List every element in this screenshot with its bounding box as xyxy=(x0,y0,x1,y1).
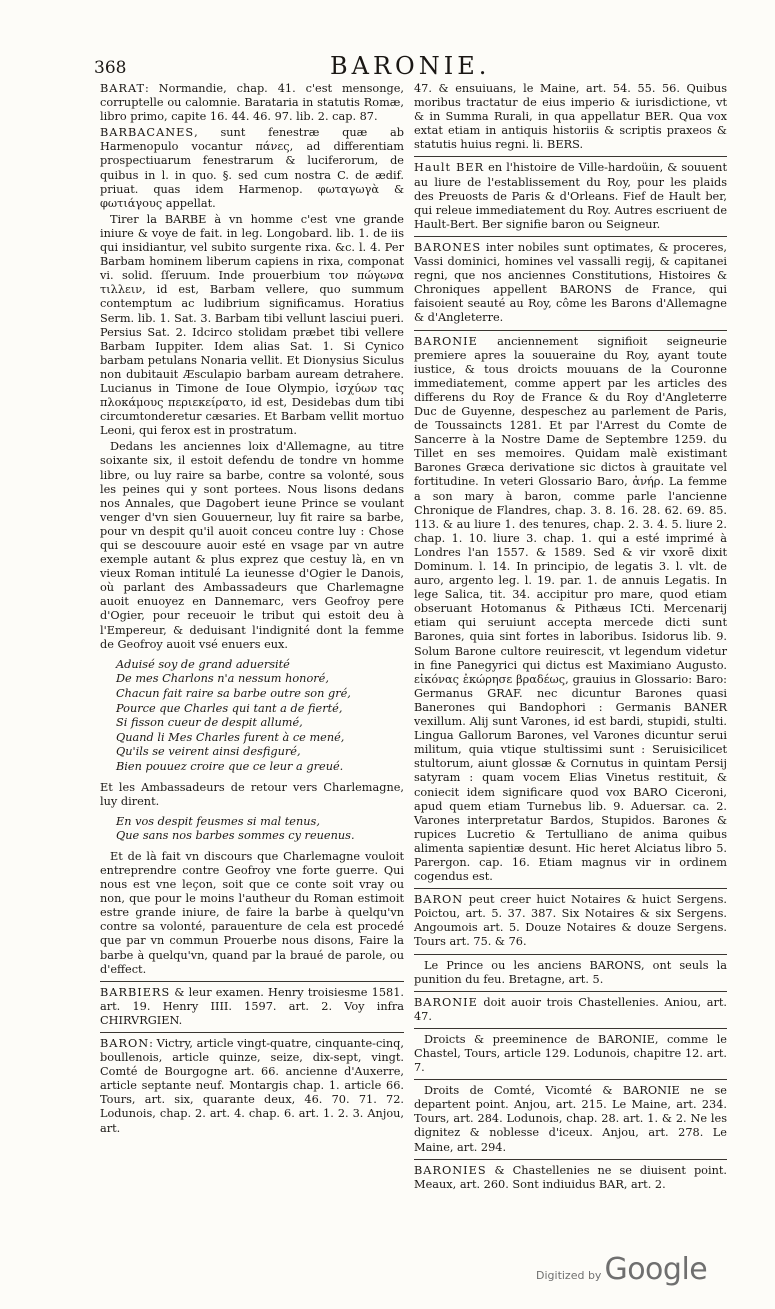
divider xyxy=(414,954,727,955)
entry-barbe xyxy=(100,213,404,439)
entry-barbacanes xyxy=(100,126,404,211)
entry-text: inter nobiles sunt optimates, & proceres, Vassi dominici, homines vel vassalli regij, & capitanei regni, que nos anciennes Constitutions, Histoires & Chroniques appellent BARONS de France, qui faisoient seauté au Roy, côme les Barons d'Allemagne & d'Angleterre. xyxy=(414,240,727,325)
verse-line: De mes Charlons n'a nessum honoré, xyxy=(116,672,329,686)
verse-line: Que sans nos barbes sommes cy reuenus. xyxy=(116,829,355,843)
entry-prince xyxy=(414,959,727,987)
entry-droicts xyxy=(414,1033,727,1075)
divider xyxy=(414,1159,727,1160)
entry-text: Et de là fait vn discours que Charlemagne vouloit entreprendre contre Geofroy vne forte guerre. Qui nous est vne leçon, soit que ce conte soit vray ou non, que pour le moins l'autheur du Roman estimoit estre grande iniure, de faire la barbe à quelqu'vn contre sa volonté, parauenture de cela est procedé que par vn commun Prouerbe nous disons, Faire la barbe à quelqu'vn, quand par la braué de parole, ou d'effect. xyxy=(100,849,404,976)
entry-head: BARONIE xyxy=(414,995,478,1009)
divider xyxy=(414,1079,727,1080)
verse-block xyxy=(116,658,404,775)
google-logo: Google xyxy=(604,1252,708,1287)
entry-baron xyxy=(100,1037,404,1136)
page-number: 368 xyxy=(94,58,127,78)
entry-head: BARBACANES xyxy=(100,126,195,140)
paragraph-discours xyxy=(100,850,404,977)
entry-text: anciennement signifioit seigneurie premiere apres la souueraine du Roy, ayant toute iustice, & tous droicts mouuans de la Couronne immediatement, comme appert par les articles des differens du Roy de France & du Roy d'Angleterre Duc de Guyenne, despeschez au parlement de Paris, de Toussaincts 1281. Et par l'Arrest du Comte de Sancerre à la Nostre Dame de Septembre 1259. du Tillet en ses memoires. Quidam malè existimant Barones Græca derivatione sic dictos à grauitate vel fortitudine. In veteri Glossario Baro, ἀνήρ. La femme a son mary à baron, comme parle l'ancienne Chronique de Flandres, chap. 3. 8. 16. 28. 62. 69. 85. 113. & au liure 1. des tenures, chap. 2. 3. 4. 5. liure 2. chap. 1. 10. liure 3. chap. 1. qui a esté imprimé à Londres l'an 1557. & 1589. Sed & vir vxorē dixit Dominum. l. 14. In principio, de legatis 3. l. vlt. de auro, argento leg. l. 19. par. 1. de annuis Legatis. In lege Salica, tit. 34. accipitur pro mare, quod etiam obseruant Hotomanus & Pithæus ICti. Mercenarij etiam qui seruiunt accepta mercede dicti sunt Barones, quia sint fortes in laboribus. Isidorus lib. 9. Solum Barone cultore reuirescit, vt legendum videtur in fine Panegyrici qui dictus est Maximiano Augusto. εἰκόνας ἐκώρησε βραδέως, grauius in Glossario: Baro: Germanus GRAF. nec dicuntur Barones quasi Banerones qui Bandophori : Germanis BANER vexillum. Alij sunt Varones, id est bardi, stupidi, stulti. Lingua Gallorum Barones, vel Varones dicuntur serui militum, quia vtique stultissimi sunt : Seruisicilicet stultorum, aiunt glossæ & Cornutus in quintam Persij satyram : quam vocem Elias Vinetus restituit, & coniecit idem significare quod vox BARO Ciceroni, apud quem etiam Turnebus lib. 9. Aduersar. ca. 2. Varones interpretatur Bardos, Stupidos. Barones & rupices Lucretio & Tertulliano de anima quibus alimenta sapientiæ desunt. Hic heret Alciatus libro 5. Parergon. cap. 16. Etiam magnus vir in ordinem cogendus est. xyxy=(414,334,727,884)
verse-line: Aduisé soy de grand aduersité xyxy=(116,657,290,671)
entry-hault-ber xyxy=(414,161,727,231)
divider xyxy=(414,1028,727,1029)
divider xyxy=(414,156,727,157)
verse-block-two xyxy=(116,815,404,844)
verse-line: Quand li Mes Charles furent à ce mené, xyxy=(116,730,345,744)
entry-baronie-chastellenies xyxy=(414,996,727,1024)
entry-baron-notaires xyxy=(414,893,727,949)
right-column xyxy=(414,82,727,1194)
entry-barones xyxy=(414,241,727,326)
entry-text: Dedans les anciennes loix d'Allemagne, au titre soixante six, il estoit defendu de tondre vn homme libre, ou luy raire sa barbe, contre sa volonté, sous les peines qui y sont portees. Nous lisons dedans nos Annales, que Dagobert ieune Prince se voulant venger d'vn sien Gouuerneur, luy fit raire sa barbe, pour vn despit qu'il auoit conceu contre luy : Chose qui se descouure auoir esté en vsage par vn autre exemple autant & plus exprez que cestuy là, en vn vieux Roman intitulé La ieunesse d'Ogier le Danois, où parlant des Ambassadeurs que Charlemagne auoit enuoyez en Dannemarc, vers Geofroy pere d'Ogier, pour receuoir le tribut qui estoit deu à l'Empereur, & deduisant l'indignité dont la femme de Geofroy auoit vsé enuers eux. xyxy=(100,440,404,651)
entry-text: peut creer huict Notaires & huict Sergens. Poictou, art. 5. 37. 387. Six Notaires & six Sergens. Angoumois art. 5. Douze Notaires & douze Sergens. Tours art. 75. & 76. xyxy=(414,893,727,949)
entry-head: BARON xyxy=(100,1037,150,1050)
entry-text: Le Prince ou les anciens BARONS, ont seuls la punition du feu. Bretagne, art. 5. xyxy=(414,958,727,986)
entry-text: en l'histoire de Ville-hardoüin, & souuent au liure de l'establissement du Roy, pour les plaids des Preuosts de Paris & d'Orleans. Fief de Hault ber, qui releue immediatement du Roy. Autres escriuent de Hault-Bert. Ber signifie baron ou Seigneur. xyxy=(414,161,728,231)
entry-text: : Victry, article vingt-quatre, cinquante-cinq, boullenois, article quinze, seize, dix-sept, vingt. Comté de Bourgogne art. 66. ancienne d'Auxerre, article septante neuf. Montargis chap. 1. article 66. Tours, art. six, quarante deux, 46. 70. 71. 72. Lodunois, chap. 2. art. 4. chap. 6. art. 1. 2. 3. Anjou, art. xyxy=(100,1037,404,1135)
verse-line: Pource que Charles qui tant a de fierté, xyxy=(116,701,343,715)
entry-text: Droicts & preeminence de BARONIE, comme le Chastel, Tours, article 129. Lodunois, chapitre 12. art. 7. xyxy=(414,1032,727,1075)
divider xyxy=(414,991,727,992)
entry-text: & Chastellenies ne se diuisent point. Meaux, art. 260. Sont indiuidus BAR, art. 2. xyxy=(414,1163,727,1191)
paragraph-allemagne xyxy=(100,440,404,651)
entry-head: Hault BER xyxy=(414,161,485,175)
watermark-prefix: Digitized by xyxy=(536,1269,602,1282)
verse-line: Qu'ils se veirent ainsi desfiguré, xyxy=(116,745,301,759)
entry-baronie xyxy=(414,335,727,885)
divider xyxy=(100,1032,404,1033)
verse-line: Bien pouuez croire que ce leur a greué. xyxy=(116,759,344,773)
entry-text: 47. & ensuiuans, le Maine, art. 54. 55. 56. Quibus moribus tractatur de eius imperio & iurisdictione, vt & in Summa Rurali, in qua appellatur BER. Qua vox extat etiam in antiquis historiis & scriptis praxeos & statutis huius regni. li. BERS. xyxy=(414,82,727,152)
entry-text: , sunt fenestræ quæ ab Harmenopulo vocantur πάνες, ad differentiam prospectiuarum fenestrarum & luciferorum, de quibus in l. in quo. §. sed cum nostra C. de ædif. priuat. quas idem Harmenop. φωταγωγὰ & φωτιάγους appellat. xyxy=(100,126,404,210)
entry-head: BARONIE xyxy=(414,334,478,348)
entry-text: Tirer la BARBE à vn homme c'est vne grande iniure & voye de fait. in leg. Longobard. lib. 1. de iis qui insidiantur, vel subito surgente rixa. &c. l. 4. Per Barbam hominem liberum capiens in rixa, componat vi. solid. ſſeruum. Inde prouerbium τον πώγωνα τιλλειν, id est, Barbam vellere, quo summum contemptum ac ludibrium significamus. Horatius Serm. lib. 1. Sat. 3. Barbam tibi vellunt lasciui pueri. Persius Sat. 2. Idcirco stolidam præbet tibi vellere Barbam Iuppiter. Idem alias Sat. 1. Si Cynico barbam petulans Nonaria vellit. Et Dionysius Siculus non dubitauit Æsculapio barbam auream detrahere. Lucianus in Timone de Ioue Olympio, ἰσχύων τας πλοκάμους περιεκείρατο, id est, Desidebas dum tibi circumtonderetur cæsaries. Et Barbam vellit mortuo Leoni, qui ferox est in prostratum. xyxy=(100,212,404,438)
entry-droits-comte xyxy=(414,1084,727,1154)
divider xyxy=(414,236,727,237)
paragraph-ambassadeurs: Et les Ambassadeurs de retour vers Charlemagne, luy dirent. xyxy=(100,780,404,808)
entry-head: BARONIES xyxy=(414,1163,487,1177)
entry-head: BARONES xyxy=(414,240,482,254)
left-column xyxy=(100,82,404,1138)
entry-text: Droits de Comté, Vicomté & BARONIE ne se departent point. Anjou, art. 215. Le Maine, art. 234. Tours, art. 284. Lodunois, chap. 28. art. 1. & 2. Ne les dignitez & noblesse d'iceux. Anjou, art. 278. Le Maine, art. 294. xyxy=(414,1084,727,1154)
digitized-by-google-watermark xyxy=(536,1252,707,1287)
entry-text: & leur examen. Henry troisiesme 1581. art. 19. Henry IIII. 1597. art. 2. Voy infra CHIRVRGIEN. xyxy=(100,985,404,1027)
divider xyxy=(414,330,727,331)
entry-text: doit auoir trois Chastellenies. Aniou, art. 47. xyxy=(414,995,727,1023)
entry-head: BARBIERS xyxy=(100,985,171,999)
entry-head: BARON xyxy=(414,893,464,907)
verse-line: En vos despit feusmes si mal tenus, xyxy=(116,814,320,828)
verse-line: Chacun fait raire sa barbe outre son gré, xyxy=(116,686,351,700)
divider xyxy=(414,888,727,889)
entry-continuation xyxy=(414,82,727,152)
entry-head: BARAT xyxy=(100,82,146,95)
entry-baronies xyxy=(414,1164,727,1192)
entry-barbiers xyxy=(100,986,404,1028)
verse-line: Si fisson cueur de despit allumé, xyxy=(116,716,303,730)
running-head: BARONIE. xyxy=(330,52,491,80)
entry-barat xyxy=(100,82,404,124)
divider xyxy=(100,981,404,982)
entry-text: : Normandie, chap. 41. c'est mensonge, corruptelle ou calomnie. Barataria in statutis Romæ, libro primo, capite 16. 44. 46. 97. lib. 2. cap. 87. xyxy=(100,82,404,124)
